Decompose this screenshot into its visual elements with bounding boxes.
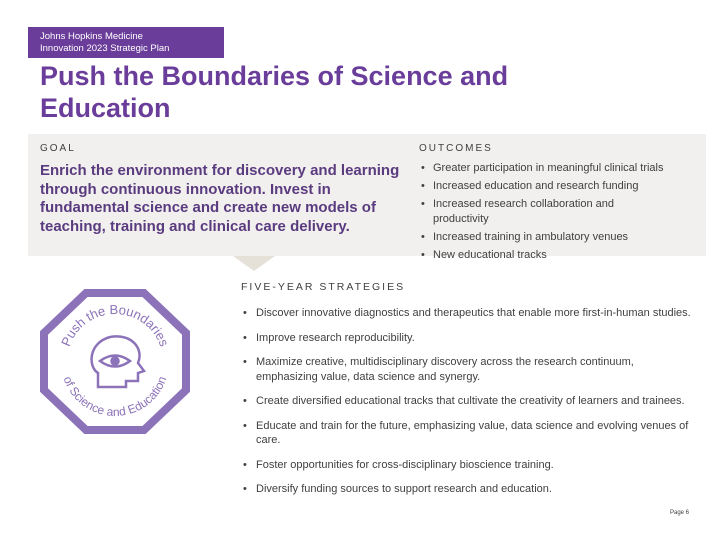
page-title: Push the Boundaries of Science and Education: [40, 61, 509, 123]
outcomes-label: OUTCOMES: [419, 143, 493, 154]
header-line-2: Innovation 2023 Strategic Plan: [40, 43, 170, 54]
outcomes-list: [419, 161, 669, 266]
badge-top-text: Push the Boundaries: [58, 301, 172, 349]
boundaries-badge: [40, 289, 190, 434]
goal-text: Enrich the environment for discovery and learning through continuous innovation. Invest in fundamental science and create new models of teaching, training and clinical care delivery.: [40, 162, 400, 235]
strategy-item: • Diversify funding sources to support research and education.: [241, 482, 691, 497]
outcome-item: • Increased training in ambulatory venues: [419, 230, 669, 245]
strategy-item: • Create diversified educational tracks that cultivate the creativity of learners and trainees.: [241, 394, 691, 409]
strategy-item: • Improve research reproducibility.: [241, 331, 691, 346]
strategies-list: [241, 306, 691, 507]
header-line-1: Johns Hopkins Medicine: [40, 31, 143, 42]
strategy-item: • Educate and train for the future, emphasizing value, data science and evolving venues of care.: [241, 419, 691, 448]
strategy-item: • Discover innovative diagnostics and therapeutics that enable more first-in-human studies.: [241, 306, 691, 321]
strategy-item: • Foster opportunities for cross-disciplinary bioscience training.: [241, 458, 691, 473]
strategies-label: FIVE-YEAR STRATEGIES: [241, 281, 406, 293]
strategy-item: • Maximize creative, multidisciplinary discovery across the research continuum, emphasizing value, data science and synergy.: [241, 355, 691, 384]
pointer-triangle: [233, 256, 275, 271]
page-number: Page 6: [670, 510, 690, 516]
outcome-item: • Increased research collaboration and productivity: [419, 197, 669, 227]
outcome-item: • New educational tracks: [419, 248, 669, 263]
outcome-item: • Increased education and research funding: [419, 179, 669, 194]
header-tag: [28, 27, 224, 58]
badge-bottom-text: of Science and Education: [60, 374, 170, 420]
outcome-item: • Greater participation in meaningful clinical trials: [419, 161, 669, 176]
goal-label: GOAL: [40, 143, 76, 154]
